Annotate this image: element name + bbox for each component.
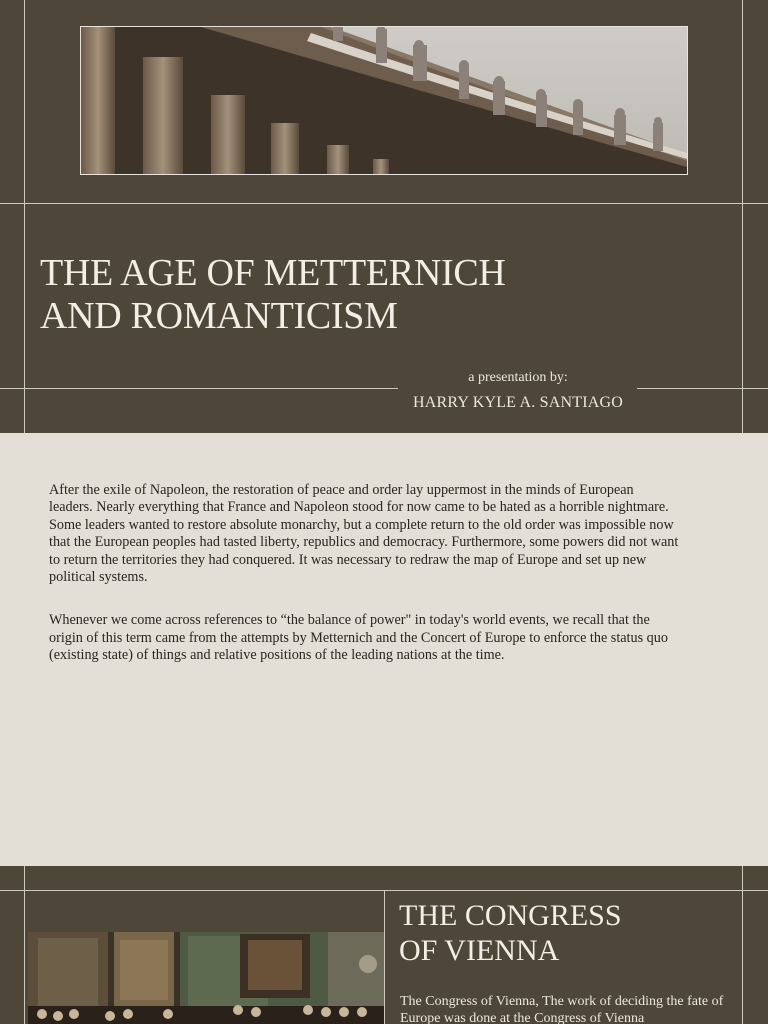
heading-line-2: OF VIENNA	[399, 934, 560, 967]
title-line-1: THE AGE OF METTERNICH	[40, 252, 506, 294]
title-line-2: AND ROMANTICISM	[40, 295, 398, 337]
frame-line-divider	[384, 890, 385, 1024]
section-heading	[399, 898, 729, 968]
paragraph-1: After the exile of Napoleon, the restoration of peace and order lay uppermost in the minds of European leaders. Nearly everything that France and Napoleon stood for now came to be hated as a horrible nightmare. Some leaders wanted to restore absolute monarchy, but a complete return to the old order was impossible now that the European peoples had tasted liberty, republics and democracy. Furthermore, some powers did not want to return the territories they had conquered. It was necessary to redraw the map of Europe and set up new political systems.	[49, 482, 679, 586]
presented-by-label: a presentation by:	[468, 370, 568, 385]
congress-slide	[0, 866, 768, 1024]
presenter-name: HARRY KYLE A. SANTIAGO	[412, 394, 624, 411]
intro-text	[49, 482, 679, 691]
presentation-title	[40, 252, 600, 338]
congress-painting	[28, 932, 384, 1024]
frame-line-bottom-right	[637, 388, 768, 389]
frame-line-left	[24, 0, 25, 433]
section-text: The Congress of Vienna, The work of deciding the fate of Europe was done at the Congress of Vienna	[400, 994, 724, 1024]
colonnade-photo	[80, 26, 688, 175]
heading-line-1: THE CONGRESS	[399, 899, 622, 932]
frame-line-bottom-left	[0, 388, 398, 389]
frame-line-right	[742, 0, 743, 433]
frame-line-top	[0, 203, 768, 204]
title-slide	[0, 0, 768, 433]
paragraph-2: Whenever we come across references to “the balance of power" in today's world events, we recall that the origin of this term came from the attempts by Metternich and the Concert of Europe to enforce the status quo (existing state) of things and relative positions of the leading nations at the time.	[49, 612, 668, 664]
